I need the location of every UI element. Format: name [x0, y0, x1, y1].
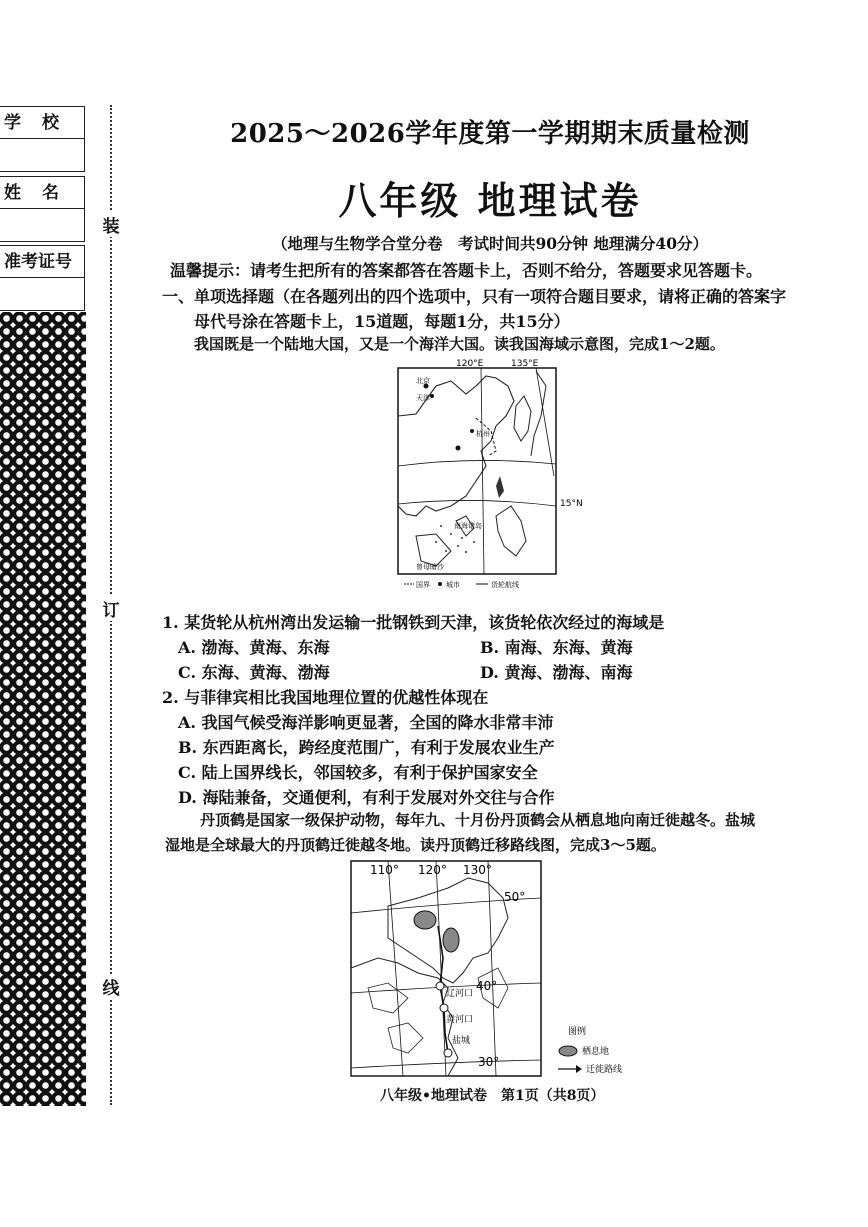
- huanghekou-label: 黄河口: [446, 1015, 474, 1025]
- name-divider: [0, 208, 84, 209]
- warm-tip: 温馨提示：请考生把所有的答案都答在答题卡上，否则不给分，答题要求见答题卡。: [170, 261, 763, 280]
- ticket-label: 准考证号: [4, 252, 72, 272]
- section-heading-cont: 母代号涂在答题卡上，15道题，每题1分，共15分）: [194, 312, 570, 331]
- q2-option-c: C. 陆上国界线长，邻国较多，有利于保护国家安全: [178, 763, 538, 782]
- bind-char-zhuang: 装: [100, 212, 122, 237]
- liaohekou-label: 辽河口: [446, 989, 474, 999]
- q2-stem: 2. 与菲律宾相比我国地理位置的优越性体现在: [162, 688, 489, 707]
- q1-option-a: A. 渤海、黄海、东海: [178, 638, 330, 657]
- lat-30-label: 30°: [478, 1055, 500, 1069]
- legend-border: 国界: [416, 581, 430, 589]
- lon-130-label: 130°: [463, 863, 492, 877]
- bind-char-ding: 订: [100, 596, 122, 621]
- q2-option-b: B. 东西距离长，跨经度范围广，有利于发展农业生产: [178, 738, 555, 757]
- crane-migration-map: [348, 858, 638, 1083]
- name-label: 姓 名: [4, 183, 61, 203]
- q1-option-b: B. 南海、东海、黄海: [480, 638, 633, 657]
- map2-legend: [558, 1025, 622, 1075]
- crane-paragraph-1: 丹顶鹤是国家一级保护动物，每年九、十月份丹顶鹤会从栖息地向南迁徙越冬。盐城: [200, 811, 756, 829]
- page-footer: 八年级•地理试卷 第1页（共8页）: [380, 1088, 605, 1104]
- lon-120-label: 120°E: [456, 359, 484, 369]
- legend-habitat: 栖息地: [582, 1047, 610, 1057]
- subject-title: 八年级 地理试卷: [338, 179, 642, 223]
- lat-40-label: 40°: [476, 979, 498, 993]
- school-divider: [0, 138, 84, 139]
- lon-120-label-2: 120°: [418, 863, 447, 877]
- decorative-gear-pattern: [0, 312, 86, 1106]
- ticket-divider: [0, 277, 84, 278]
- q1-stem: 1. 某货轮从杭州湾出发运输一批钢铁到天津，该货轮依次经过的海域是: [162, 613, 665, 632]
- exam-subtitle: （地理与生物学合堂分卷 考试时间共90分钟 地理满分40分）: [271, 234, 709, 253]
- legend-city: 城市: [446, 581, 460, 589]
- hangzhou-label: 杭州: [476, 430, 490, 438]
- q2-option-d: D. 海陆兼备，交通便利，有利于发展对外交往与合作: [178, 788, 555, 807]
- legend-migration: 迁徙路线: [586, 1065, 623, 1075]
- q2-option-a: A. 我国气候受海洋影响更显著，全国的降水非常丰沛: [178, 713, 554, 732]
- exam-title: 2025～2026学年度第一学期期末质量检测: [230, 119, 750, 149]
- section-heading: 一、单项选择题（在各题列出的四个选项中，只有一项符合题目要求，请将正确的答案字: [162, 287, 787, 306]
- school-label: 学 校: [4, 113, 61, 133]
- map1-intro: 我国既是一个陆地大国，又是一个海洋大国。读我国海域示意图，完成1～2题。: [194, 335, 725, 353]
- q1-option-c: C. 东海、黄海、渤海: [178, 663, 330, 682]
- map1-legend: [404, 580, 519, 589]
- bind-char-xian: 线: [100, 974, 122, 999]
- legend-title: 图例: [568, 1027, 587, 1037]
- china-seas-map: [396, 356, 586, 591]
- sansha-label: 曾母暗沙: [416, 563, 444, 571]
- lat-15-label: 15°N: [560, 499, 583, 509]
- beijing-label: 北京: [416, 377, 430, 385]
- crane-paragraph-2: 湿地是全球最大的丹顶鹤迁徙越冬地。读丹顶鹤迁移路线图，完成3～5题。: [165, 836, 666, 854]
- lat-50-label: 50°: [504, 890, 526, 904]
- nanhai-label: 南海诸岛: [454, 522, 482, 530]
- yancheng-label: 盐城: [452, 1036, 471, 1046]
- lon-110-label: 110°: [370, 863, 399, 877]
- legend-route: 货轮航线: [491, 581, 519, 589]
- q1-option-d: D. 黄海、渤海、南海: [480, 663, 633, 682]
- tianjin-label: 天津: [416, 394, 430, 402]
- lon-135-label: 135°E: [511, 359, 539, 369]
